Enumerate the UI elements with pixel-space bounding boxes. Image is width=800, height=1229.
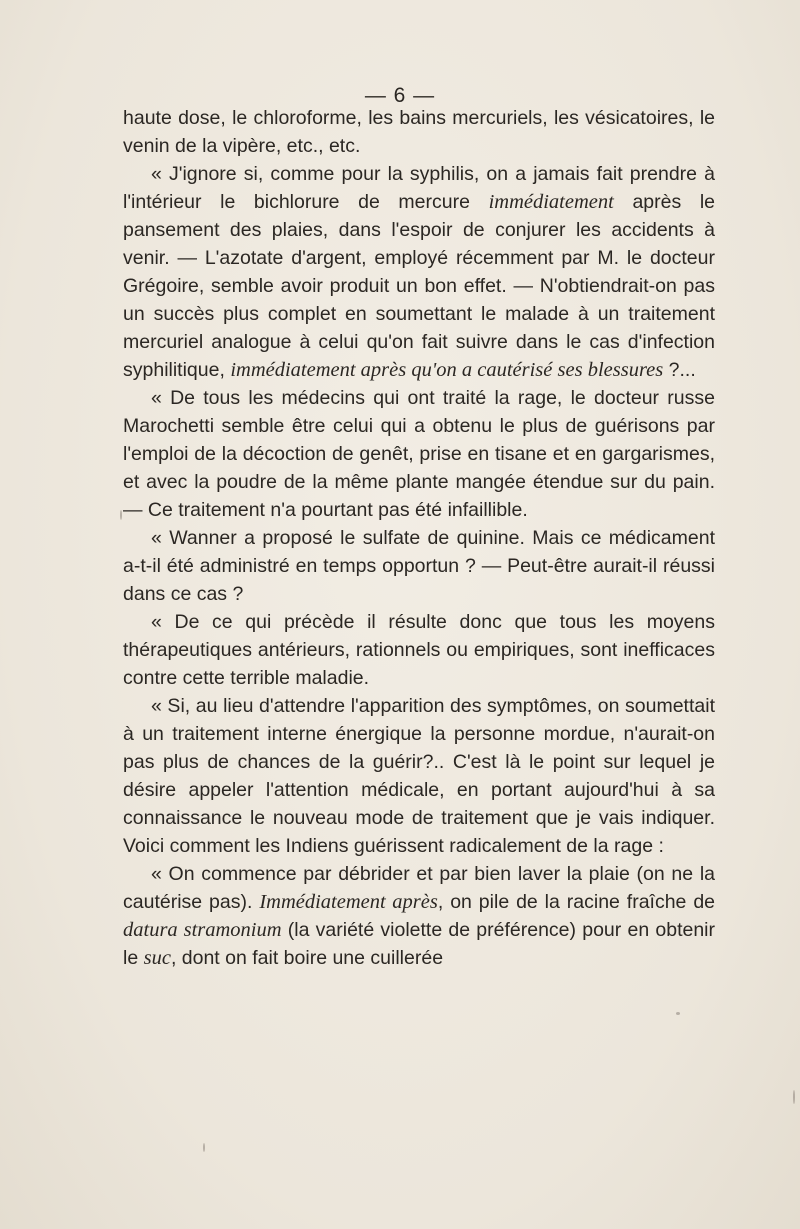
text-run: « De tous les médecins qui ont traité la rage, le docteur russe Marochetti semble être celui qui a obtenu le plus de guérisons par l'emploi de la décoction de genêt, prise en tisane et en gargarismes, et avec la poudre de la même plante mangée étendue sur du pain. — Ce traitement n'a pourtant pas été infaillible. xyxy=(123,387,715,521)
paragraph xyxy=(123,160,715,384)
scan-speck xyxy=(793,1090,795,1104)
text-run: haute dose, le chloroforme, les bains mercuriels, les vésicatoires, le venin de la vipère, etc., etc. xyxy=(123,107,715,157)
text-run: « Si, au lieu d'attendre l'apparition des symptômes, on soumettait à un traitement interne énergique la personne mordue, n'aurait-on pas plus de chances de la guérir?.. C'est là le point sur lequel je désire appeler l'attention médicale, en portant aujourd'hui à sa connaissance le nouveau mode de traitement que je vais indiquer. Voici comment les Indiens guérissent radicalement de la rage : xyxy=(123,695,715,857)
text-run: « Wanner a proposé le sulfate de quinine. Mais ce médicament a-t-il été administré en temps opportun ? — Peut-être aurait-il réussi dans ce cas ? xyxy=(123,527,715,605)
italic-text-run: suc xyxy=(143,947,171,969)
scan-speck xyxy=(120,510,122,520)
paragraph xyxy=(123,860,715,972)
paragraph xyxy=(123,104,715,160)
text-run: après le pansement des plaies, dans l'espoir de conjurer les accidents à venir. — L'azotate d'argent, employé récemment par M. le docteur Grégoire, semble avoir produit un bon effet. — N'obtiendrait-on pas un succès plus complet en soumettant le malade à un traitement mercuriel analogue à celui qu'on fait suivre dans le cas d'infection syphilitique, xyxy=(123,191,716,381)
text-run: , dont on fait boire une cuillerée xyxy=(170,947,444,969)
italic-text-run: Immédiatement après xyxy=(259,891,438,913)
body-text xyxy=(123,104,715,972)
scan-speck xyxy=(203,1143,205,1152)
paragraph xyxy=(123,384,715,524)
italic-text-run: immédiatement xyxy=(488,191,614,213)
italic-text-run: datura stramonium xyxy=(123,919,282,941)
text-run: « On commence par débrider et par bien laver la plaie (on ne la cautérise pas). xyxy=(123,863,715,913)
scan-speck xyxy=(676,1012,680,1015)
text-run: « J'ignore si, comme pour la syphilis, on a jamais fait prendre à l'intérieur le bichlorure de mercure xyxy=(123,163,715,213)
text-run: « De ce qui précède il résulte donc que tous les moyens thérapeutiques antérieurs, rationnels ou empiriques, sont inefficaces contre cette terrible maladie. xyxy=(123,611,715,689)
page-number: — 6 — xyxy=(364,84,436,107)
text-run: , on pile de la racine fraîche de xyxy=(437,891,716,913)
paragraph xyxy=(123,608,715,692)
paragraph xyxy=(123,692,715,860)
paragraph xyxy=(123,524,715,608)
text-run: (la variété violette de préférence) pour en obtenir le xyxy=(123,919,716,969)
italic-text-run: immédiatement après qu'on a cautérisé ses blessures xyxy=(230,359,664,381)
text-run: ?... xyxy=(663,359,696,381)
